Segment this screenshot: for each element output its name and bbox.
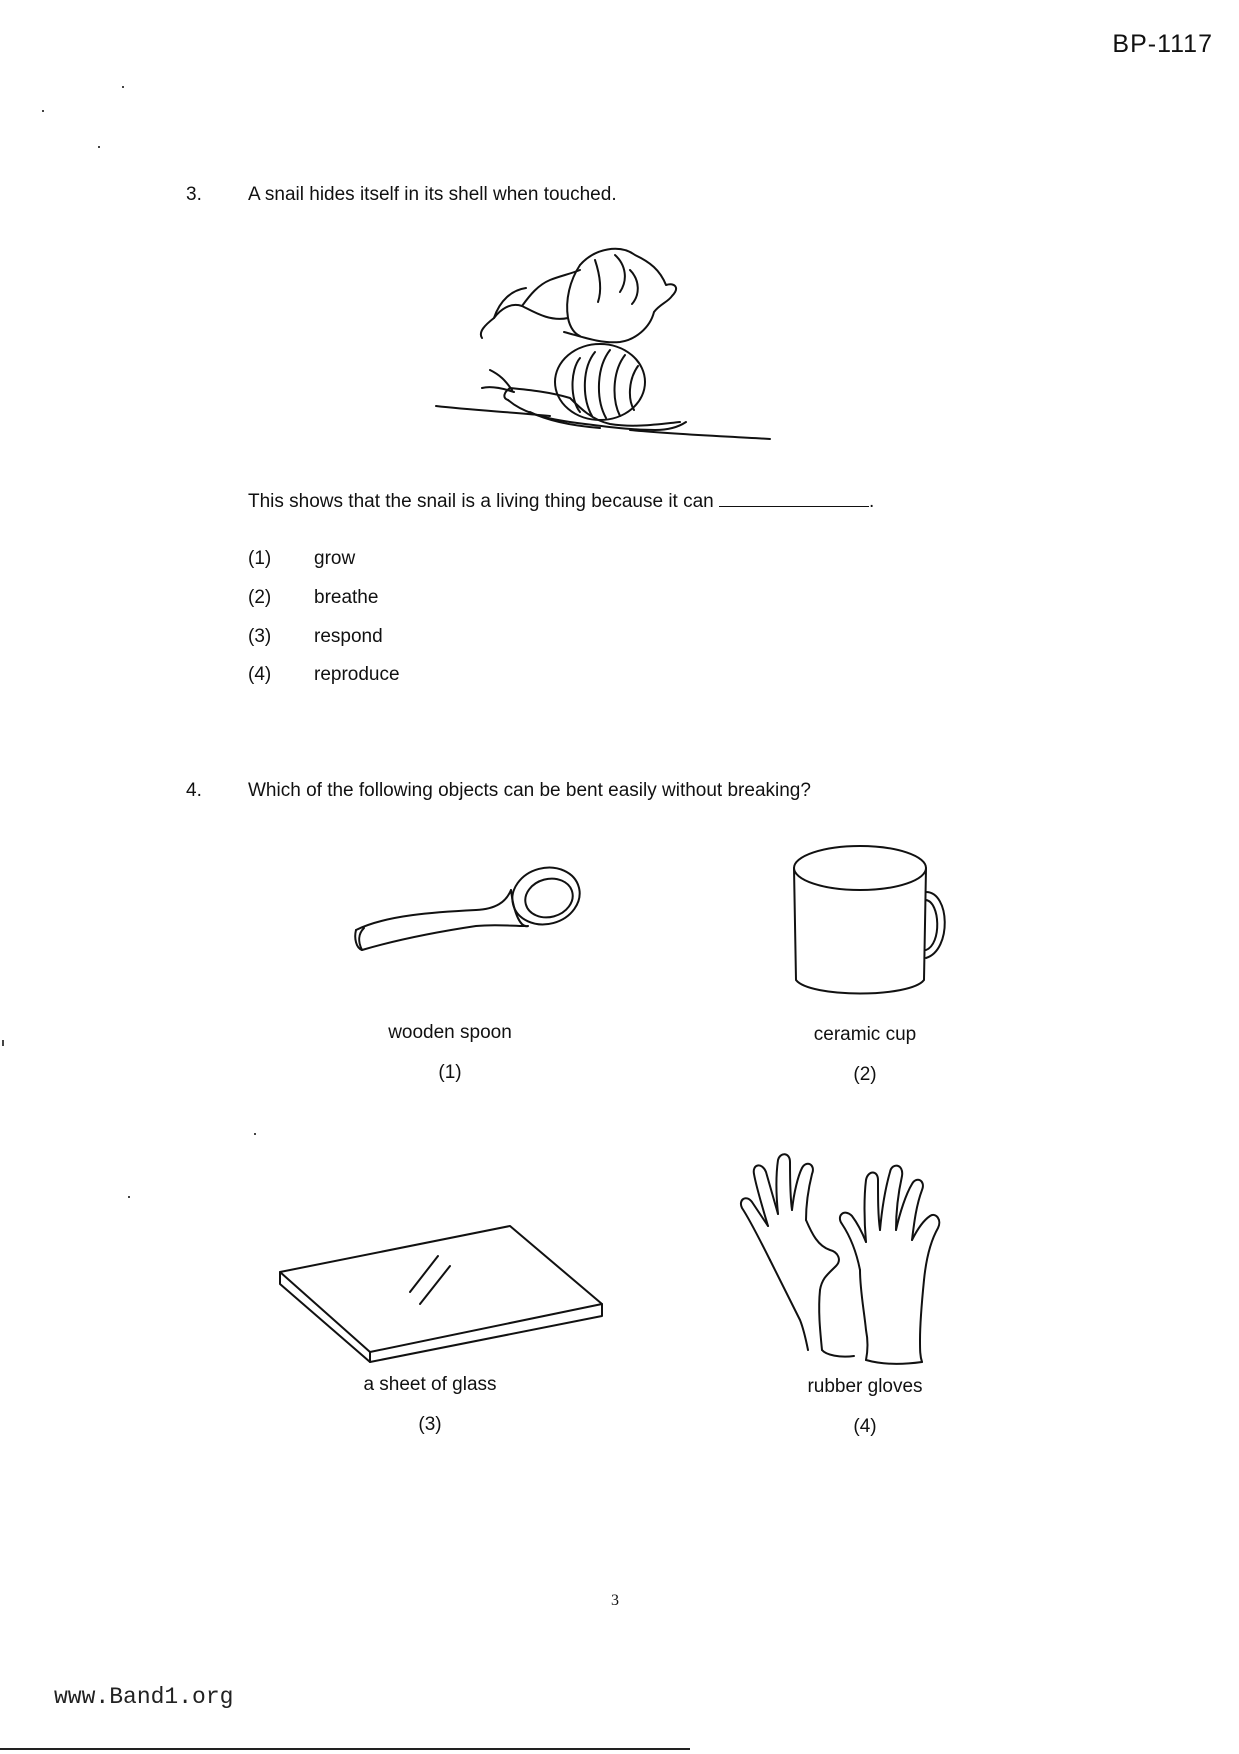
scan-speck bbox=[2, 1040, 4, 1046]
scan-speck bbox=[254, 1133, 256, 1135]
footer-rule bbox=[0, 1748, 690, 1750]
q4-option-4-number: (4) bbox=[853, 1416, 877, 1437]
question-3-prompt-end: . bbox=[869, 491, 875, 512]
q3-option-2-number: (2) bbox=[248, 587, 272, 608]
footer-url: www.Band1.org bbox=[54, 1684, 234, 1710]
q4-option-1-caption: wooden spoon bbox=[388, 1022, 512, 1043]
glass-sheet-icon bbox=[270, 1212, 610, 1362]
ceramic-cup-icon bbox=[790, 840, 960, 1010]
q3-option-4-label: reproduce bbox=[314, 664, 400, 685]
q4-option-2-caption: ceramic cup bbox=[813, 1024, 917, 1045]
q4-option-3-number: (3) bbox=[418, 1414, 442, 1435]
q3-option-3-label: respond bbox=[314, 626, 383, 647]
q3-option-1-number: (1) bbox=[248, 548, 272, 569]
answer-blank bbox=[719, 490, 869, 507]
q4-option-1-number: (1) bbox=[438, 1062, 462, 1083]
question-3-number: 3. bbox=[186, 184, 202, 205]
q4-option-4-caption: rubber gloves bbox=[807, 1376, 923, 1397]
q3-option-2-label: breathe bbox=[314, 587, 379, 608]
question-4-stem: Which of the following objects can be bent easily without breaking? bbox=[248, 780, 811, 801]
q3-option-4-number: (4) bbox=[248, 664, 272, 685]
page-number: 3 bbox=[611, 1592, 619, 1609]
scan-speck bbox=[98, 146, 100, 148]
q3-option-3-number: (3) bbox=[248, 626, 272, 647]
scan-speck bbox=[128, 1196, 130, 1198]
wooden-spoon-icon bbox=[346, 860, 586, 960]
question-3-prompt-line bbox=[248, 490, 874, 513]
question-4-number: 4. bbox=[186, 780, 202, 801]
paper-code: BP-1117 bbox=[1112, 30, 1213, 58]
scan-speck bbox=[122, 86, 124, 88]
rubber-gloves-icon bbox=[730, 1150, 950, 1370]
q3-option-1-label: grow bbox=[314, 548, 356, 569]
q4-option-3-caption: a sheet of glass bbox=[363, 1374, 497, 1395]
snail-touched-icon bbox=[430, 240, 790, 445]
scan-speck bbox=[42, 110, 44, 112]
q4-option-2-number: (2) bbox=[853, 1064, 877, 1085]
question-3-prompt: This shows that the snail is a living thing because it can bbox=[248, 491, 714, 512]
question-3-stem: A snail hides itself in its shell when touched. bbox=[248, 184, 617, 205]
